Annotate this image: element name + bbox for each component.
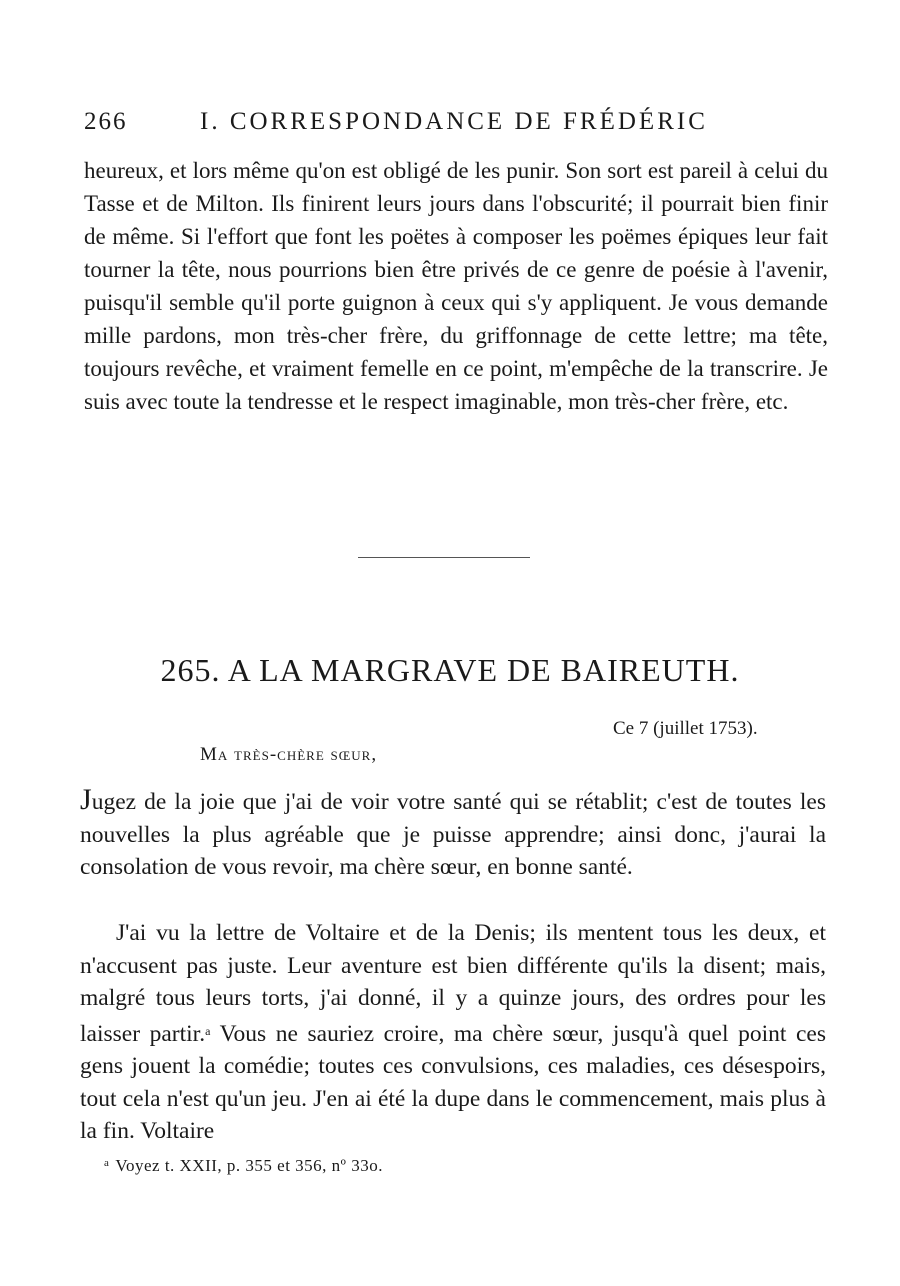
dropcap: J (80, 783, 92, 816)
paragraph-2-text-after-note: Vous ne sauriez croire, ma chère sœur, jusqu'à quel point ces gens jouent la comédie; toutes ces convulsions, ces maladies, ces désespoirs, tout cela n'est qu'un jeu. J'en ai été la dupe dans le commencement, mais plus à la fin. Voltaire (80, 1020, 826, 1144)
letter-paragraph-1 (80, 784, 826, 884)
running-head (84, 108, 804, 140)
page-number: 266 (84, 108, 128, 135)
continuation-paragraph: heureux, et lors même qu'on est obligé de les punir. Son sort est pareil à celui du Tasse et de Milton. Ils finirent leurs jours dans l'obscurité; il pourrait bien finir de même. Si l'effort que font les poëtes à composer les poëmes épiques leur fait tourner la tête, nous pourrions bien être privés de ce genre de poésie à l'avenir, puisqu'il semble qu'il porte guignon à ceux qui s'y appliquent. Je vous demande mille pardons, mon très-cher frère, du griffonnage de cette lettre; ma tête, toujours revêche, et vraiment femelle en ce point, m'empêche de la transcrire. Je suis avec toute la tendresse et le respect imaginable, mon très-cher frère, etc. (84, 158, 828, 414)
salutation: Ma très-chère sœur, (200, 744, 378, 765)
paragraph-2-text-before-note: J'ai vu la lettre de Voltaire et de la Denis; ils mentent tous les deux, et n'accusent pas juste. Leur aventure est bien différente qu'ils la disent; mais, malgré tous leurs torts, j'ai donné, il y a quinze jours, des ordres pour les laisser partir. (80, 920, 826, 1047)
section-separator (358, 557, 530, 558)
footnote-marker: a (205, 1023, 211, 1038)
running-title: I. CORRESPONDANCE DE FRÉDÉRIC (200, 108, 708, 135)
paragraph-1-text: ugez de la joie que j'ai de voir votre santé qui se rétablit; c'est de toutes les nouvelles la plus agréable que je puisse apprendre; ainsi donc, j'aurai la consolation de vous revoir, ma chère sœur, en bonne santé. (80, 789, 826, 880)
letter-heading: 265. A LA MARGRAVE DE BAIREUTH. (160, 652, 740, 688)
footnote-label: a (104, 1157, 110, 1169)
dateline: Ce 7 (juillet 1753). (613, 718, 758, 739)
footnote-text: Voyez t. XXII, p. 355 et 356, nº 33o. (115, 1156, 383, 1175)
footnote (104, 1156, 383, 1176)
letter-paragraph-2 (80, 917, 826, 1148)
